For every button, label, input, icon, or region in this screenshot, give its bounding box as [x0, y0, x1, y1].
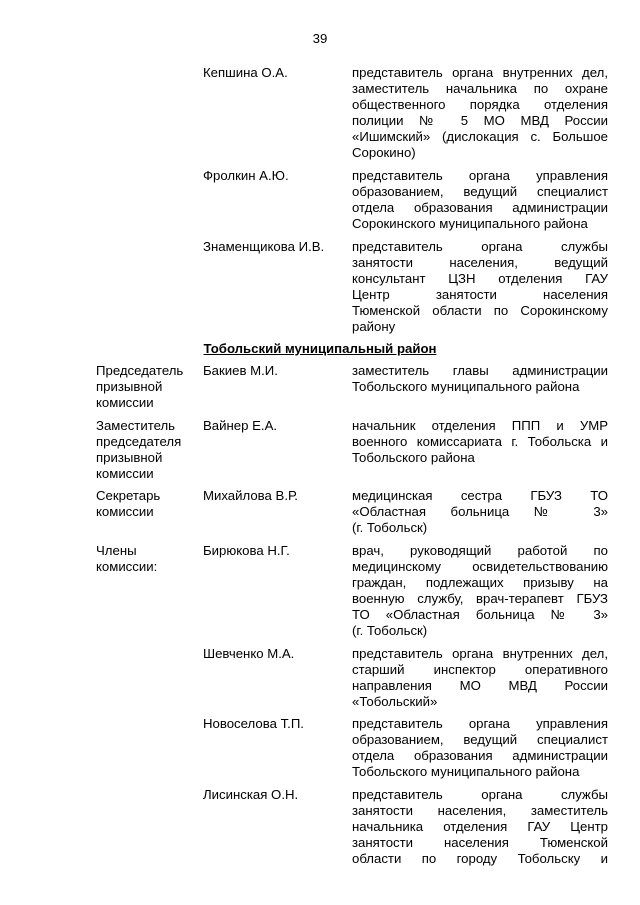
description-line: «Ишимский» (дислокация с. Большое [352, 129, 608, 144]
member-description [352, 716, 608, 780]
member-name: Знаменщикова И.В. [203, 239, 325, 254]
description-line: Центр занятости населения [352, 287, 608, 302]
member-description [352, 239, 608, 335]
description-line: граждан, подлежащих призыву на [352, 575, 608, 590]
section-title: Тобольский муниципальный район [203, 341, 437, 356]
description-line: медицинскому освидетельствованию [352, 559, 608, 574]
description-line: занятости населения Тюменской [352, 835, 608, 850]
page-number: 39 [312, 31, 328, 46]
description-line: представитель органа внутренних дел, [352, 646, 608, 661]
description-line: старший инспектор оперативного [352, 662, 608, 677]
description-line: Тюменской области по Сорокинскому [352, 303, 608, 318]
description-line: общественного порядка отделения [352, 97, 608, 112]
member-description [352, 418, 608, 466]
description-line: образованием, ведущий специалист [352, 184, 608, 199]
role-line: призывной [96, 450, 163, 465]
description-line: Тобольского района [352, 450, 475, 465]
description-line: представитель органа управления [352, 168, 608, 183]
description-line: Сорокино) [352, 145, 416, 160]
member-name: Михайлова В.Р. [203, 488, 298, 503]
role-line: Члены [96, 543, 137, 558]
description-line: «Областная больница № 3» [352, 504, 608, 519]
description-line: району [352, 319, 396, 334]
description-line: начальник отделения ППП и УМР [352, 418, 608, 433]
description-line: Тобольского муниципального района [352, 764, 580, 779]
member-name: Вайнер Е.А. [203, 418, 278, 433]
description-line: отдела образования администрации [352, 200, 608, 215]
member-role [96, 488, 196, 520]
member-description [352, 363, 608, 395]
member-name: Шевченко М.А. [203, 646, 295, 661]
description-line: представитель органа управления [352, 716, 608, 731]
member-name: Новоселова Т.П. [203, 716, 304, 731]
role-line: Председатель [96, 363, 184, 378]
member-description [352, 646, 608, 710]
description-line: занятости населения, ведущий [352, 255, 608, 270]
member-description [352, 168, 608, 232]
description-line: ТО «Областная больница № 3» [352, 607, 608, 622]
role-line: призывной [96, 379, 163, 394]
description-line: занятости населения, заместитель [352, 803, 608, 818]
role-line: комиссии [96, 504, 154, 519]
description-line: представитель органа внутренних дел, [352, 65, 608, 80]
description-line: полиции № 5 МО МВД России [352, 113, 608, 128]
description-line: военную службу, врач-терапевт ГБУЗ [352, 591, 608, 606]
description-line: заместитель начальника по охране [352, 81, 608, 96]
role-line: Секретарь [96, 488, 161, 503]
role-line: Заместитель [96, 418, 176, 433]
description-line: образованием, ведущий специалист [352, 732, 608, 747]
role-line: комиссии [96, 466, 154, 481]
description-line: начальника отделения ГАУ Центр [352, 819, 608, 834]
description-line: (г. Тобольск) [352, 623, 428, 638]
description-line: представитель органа службы [352, 239, 608, 254]
member-description [352, 543, 608, 639]
role-line: председателя [96, 434, 182, 449]
description-line: военного комиссариата г. Тобольска и [352, 434, 608, 449]
member-description [352, 65, 608, 161]
description-line: (г. Тобольск) [352, 520, 428, 535]
description-line: «Тобольский» [352, 694, 438, 709]
description-line: представитель органа службы [352, 787, 608, 802]
description-line: области по городу Тобольску и [352, 851, 608, 866]
description-line: врач, руководящий работой по [352, 543, 608, 558]
member-description [352, 488, 608, 536]
role-line: комиссии: [96, 559, 158, 574]
member-description [352, 787, 608, 867]
member-name: Кепшина О.А. [203, 65, 288, 80]
description-line: медицинская сестра ГБУЗ ТО [352, 488, 608, 503]
description-line: Сорокинского муниципального района [352, 216, 588, 231]
member-name: Бакиев М.И. [203, 363, 278, 378]
description-line: консультант ЦЗН отделения ГАУ [352, 271, 608, 286]
member-role [96, 543, 196, 575]
description-line: направления МО МВД России [352, 678, 608, 693]
member-name: Фролкин А.Ю. [203, 168, 289, 183]
description-line: заместитель главы администрации [352, 363, 608, 378]
member-name: Лисинская О.Н. [203, 787, 299, 802]
member-name: Бирюкова Н.Г. [203, 543, 290, 558]
description-line: отдела образования администрации [352, 748, 608, 763]
role-line: комиссии [96, 395, 154, 410]
description-line: Тобольского муниципального района [352, 379, 580, 394]
member-role [96, 363, 196, 411]
member-role [96, 418, 196, 482]
